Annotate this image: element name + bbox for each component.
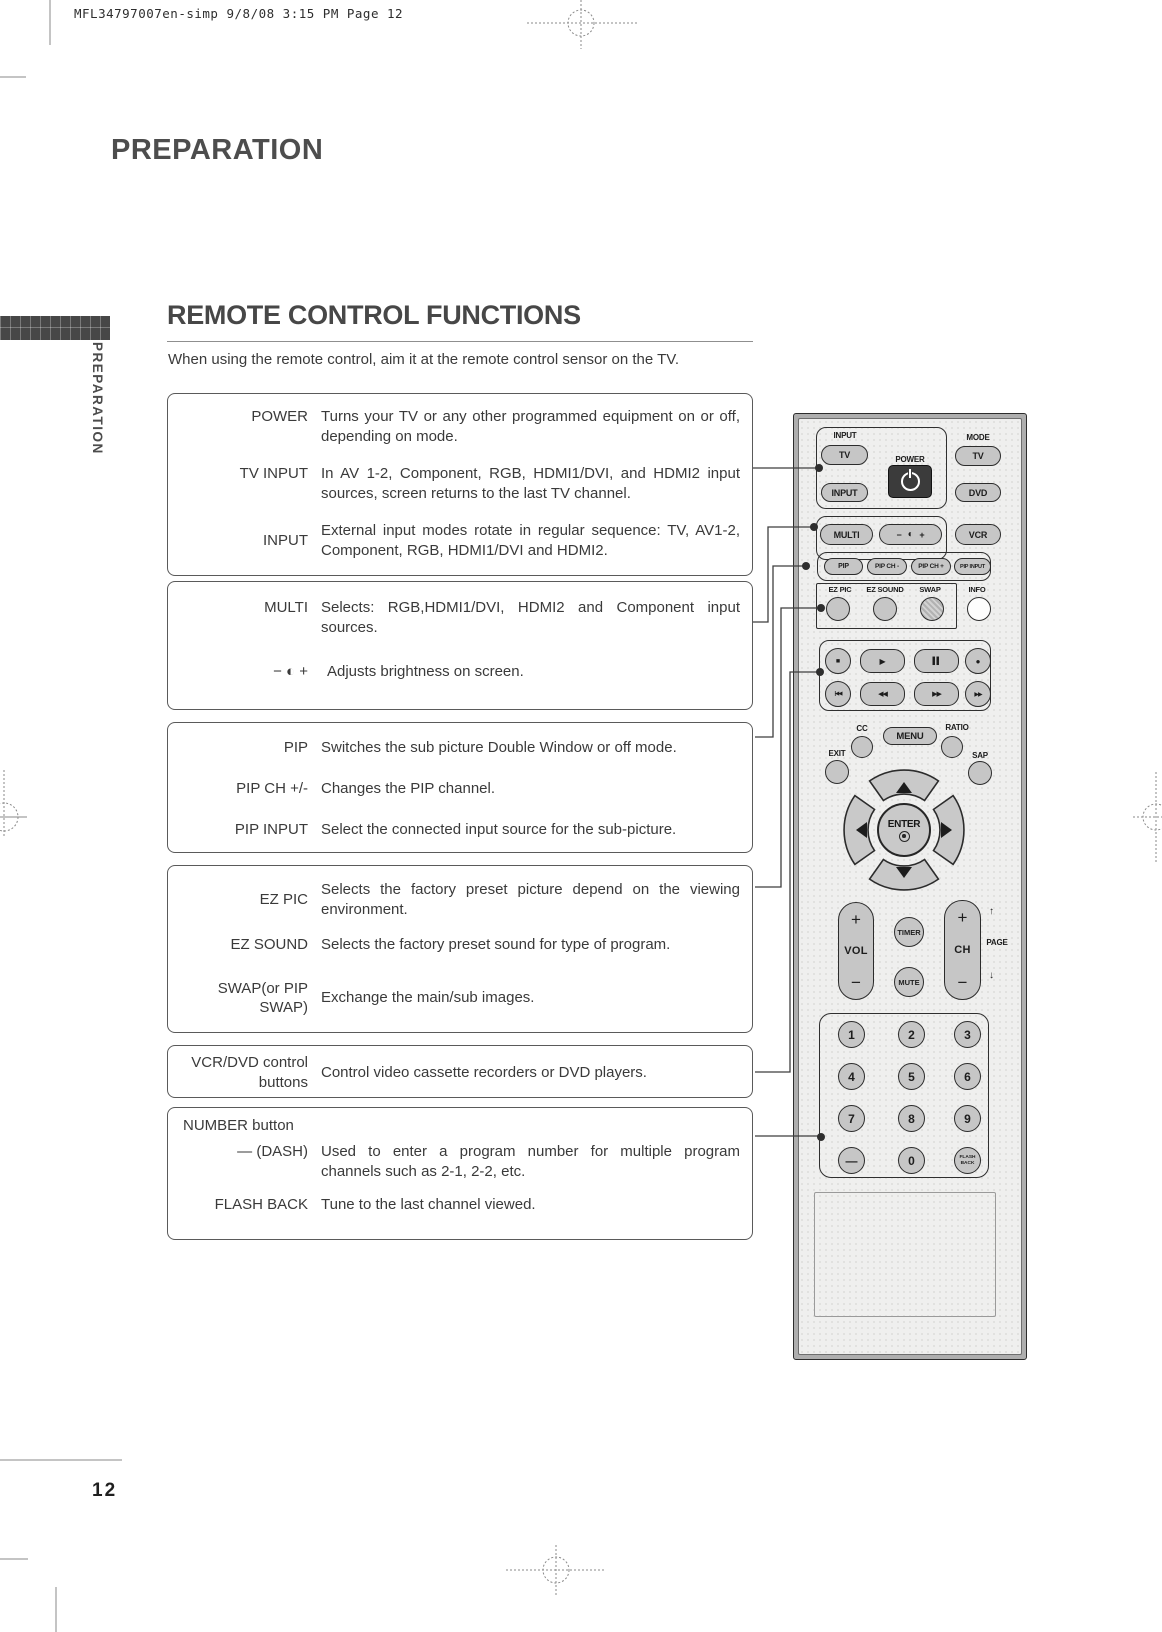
pip-ch-minus-button: PIP CH -: [867, 558, 907, 575]
sap-button: [968, 761, 992, 785]
ch-minus-label: −: [957, 973, 968, 992]
definition-row: [181, 779, 740, 799]
keypad-4-button: 4: [838, 1063, 865, 1090]
pip-button: PIP: [824, 558, 863, 575]
mode-label: MODE: [966, 433, 990, 442]
ez-pic-button: [826, 597, 850, 621]
crop-mark-top-left: [0, 0, 50, 77]
definition-row: [181, 407, 740, 447]
term-description: Changes the PIP channel.: [321, 779, 496, 797]
exit-label: EXIT: [828, 749, 846, 758]
pip-ch-plus-button: PIP CH +: [911, 558, 951, 575]
ratio-button: [941, 736, 963, 758]
volume-rocker: [838, 902, 874, 1000]
remote-bottom-panel: [814, 1192, 996, 1317]
vcr-button: VCR: [955, 524, 1001, 545]
fast-forward-icon: ▶▶: [914, 682, 959, 706]
definition-row: [181, 598, 740, 638]
registration-mark-top-center: [527, 0, 637, 49]
cc-label: CC: [856, 724, 868, 733]
skip-forward-icon: ▶▶: [965, 681, 991, 707]
brightness-plus-label: +: [919, 529, 925, 540]
term-label: MULTI: [264, 599, 308, 616]
definition-box-vcr-dvd: [167, 1045, 753, 1098]
input-group-label: INPUT: [833, 431, 857, 440]
ch-label: CH: [954, 944, 971, 956]
page-up-arrow-icon: ↑: [989, 906, 994, 917]
print-proof-header: MFL34797007en-simp 9/8/08 3:15 PM Page 12: [74, 6, 404, 21]
ez-pic-label: EZ PIC: [828, 585, 852, 594]
brightness-term-label: − ◐ +: [273, 662, 308, 680]
mute-button: MUTE: [894, 967, 924, 997]
power-icon: [901, 472, 920, 491]
pip-input-button: PIP INPUT: [954, 558, 991, 575]
definition-row: [181, 820, 740, 840]
skip-back-icon: |◀◀: [825, 681, 851, 707]
info-button: [967, 597, 991, 621]
swap-button: [920, 597, 944, 621]
page-label: PAGE: [986, 938, 1008, 947]
flash-back-button: FLASH BACK: [954, 1147, 981, 1174]
definition-row: [181, 738, 740, 758]
term-label: PIP CH +/-: [236, 779, 308, 797]
term-label: — (DASH): [237, 1143, 308, 1160]
definition-box-pip: [167, 722, 753, 853]
keypad-8-button: 8: [898, 1105, 925, 1132]
term-description: Control video cassette recorders or DVD players.: [321, 1063, 647, 1081]
brightness-icon: ◐: [907, 529, 914, 540]
term-label: TV INPUT: [239, 464, 308, 482]
definition-row: [181, 935, 740, 955]
number-button-header: NUMBER button: [183, 1117, 294, 1134]
vol-label: VOL: [844, 945, 868, 957]
stop-icon: ■: [825, 648, 851, 674]
term-label: PIP INPUT: [234, 820, 308, 838]
definition-box-ez: [167, 865, 753, 1033]
term-description: External input modes rotate in regular sequence: TV, AV1-2, Component, RGB, HDMI1/DVI and HDMI2.: [321, 521, 740, 559]
registration-mark-left-middle: [0, 770, 27, 838]
sap-label: SAP: [972, 751, 988, 760]
vol-plus-label: +: [851, 910, 861, 929]
term-description: Turns your TV or any other programmed equipment on or off, depending on mode.: [321, 408, 740, 445]
sidebar-chapter-label: PREPARATION: [90, 342, 105, 455]
page-down-arrow-icon: ↓: [989, 970, 994, 981]
mode-tv-button: TV: [955, 446, 1001, 466]
page-number: 12: [92, 1480, 118, 1501]
term-description: Switches the sub picture Double Window or off mode.: [321, 739, 677, 756]
definition-box-power: [167, 393, 753, 576]
menu-button: MENU: [883, 727, 937, 745]
term-description: Used to enter a program number for multiple program channels such as 2-1, 2-2, etc.: [321, 1143, 740, 1180]
definition-row: [181, 1195, 740, 1215]
chapter-stripe-bar: [0, 316, 110, 340]
pause-icon: ▌▌: [914, 649, 959, 673]
keypad-3-button: 3: [954, 1021, 981, 1048]
enter-target-icon: [899, 831, 910, 842]
vol-minus-label: −: [851, 973, 861, 992]
ratio-label: RATIO: [945, 723, 969, 732]
timer-button: TIMER: [894, 917, 924, 947]
keypad-2-button: 2: [898, 1021, 925, 1048]
definition-row: [181, 979, 740, 1018]
power-button: [888, 465, 932, 498]
section-heading-rule: [167, 341, 753, 342]
registration-mark-bottom-center: [506, 1545, 606, 1596]
play-icon: ▶: [860, 649, 905, 673]
dvd-button: DVD: [955, 483, 1001, 502]
term-description: Selects: RGB,HDMI1/DVI, HDMI2 and Component input sources.: [321, 599, 740, 636]
keypad-6-button: 6: [954, 1063, 981, 1090]
keypad-7-button: 7: [838, 1105, 865, 1132]
rewind-icon: ◀◀: [860, 682, 905, 706]
enter-button-label: ENTER: [887, 818, 921, 830]
definition-row: [181, 464, 740, 504]
brightness-rocker: [879, 524, 942, 545]
swap-label: SWAP: [919, 585, 941, 594]
definition-row: [181, 662, 740, 682]
ez-sound-label: EZ SOUND: [866, 585, 904, 594]
term-description: Selects the factory preset picture depend on the viewing environment.: [321, 881, 740, 918]
enter-button: [877, 803, 931, 857]
keypad-1-button: 1: [838, 1021, 865, 1048]
ch-plus-label: +: [957, 908, 968, 927]
definition-box-multi: [167, 581, 753, 710]
remote-control: [799, 419, 1021, 1354]
channel-rocker: [944, 900, 981, 1000]
brightness-minus-label: −: [896, 529, 902, 540]
keypad-9-button: 9: [954, 1105, 981, 1132]
keypad-0-button: 0: [898, 1147, 925, 1174]
multi-button: MULTI: [820, 524, 873, 545]
term-label: VCR/DVD control buttons: [191, 1054, 308, 1091]
definition-row: [181, 880, 740, 920]
keypad-5-button: 5: [898, 1063, 925, 1090]
term-description: Exchange the main/sub images.: [321, 989, 535, 1007]
definition-row: [181, 521, 740, 561]
definition-row: [181, 1142, 740, 1182]
page-title: PREPARATION: [111, 134, 324, 166]
input-button: INPUT: [821, 483, 868, 502]
term-label: EZ SOUND: [230, 935, 308, 953]
record-icon: ●: [965, 648, 991, 674]
cc-button: [851, 736, 873, 758]
registration-mark-right-middle: [1133, 772, 1162, 862]
term-label: FLASH BACK: [214, 1195, 308, 1213]
power-label: POWER: [895, 455, 925, 464]
term-label: EZ PIC: [259, 891, 308, 909]
term-description: In AV 1-2, Component, RGB, HDMI1/DVI, and HDMI2 input sources, screen returns to the last TV channel.: [321, 464, 740, 502]
info-label: INFO: [968, 585, 986, 594]
term-description: Tune to the last channel viewed.: [321, 1195, 536, 1213]
term-description: Select the connected input source for the sub-picture.: [321, 820, 677, 838]
tv-input-button: TV: [821, 445, 868, 465]
ez-sound-button: [873, 597, 897, 621]
definition-row: [181, 1053, 740, 1092]
term-label: SWAP(or PIP SWAP): [217, 979, 308, 1017]
definition-box-number: [167, 1107, 753, 1240]
term-label: INPUT: [263, 531, 308, 549]
keypad-dash-button: —: [838, 1147, 865, 1174]
term-label: PIP: [283, 739, 308, 756]
section-heading: REMOTE CONTROL FUNCTIONS: [167, 300, 581, 330]
term-description: Adjusts brightness on screen.: [327, 662, 524, 680]
term-label: POWER: [251, 408, 308, 425]
term-description: Selects the factory preset sound for type of program.: [321, 935, 671, 953]
intro-text: When using the remote control, aim it at the remote control sensor on the TV.: [168, 351, 680, 368]
